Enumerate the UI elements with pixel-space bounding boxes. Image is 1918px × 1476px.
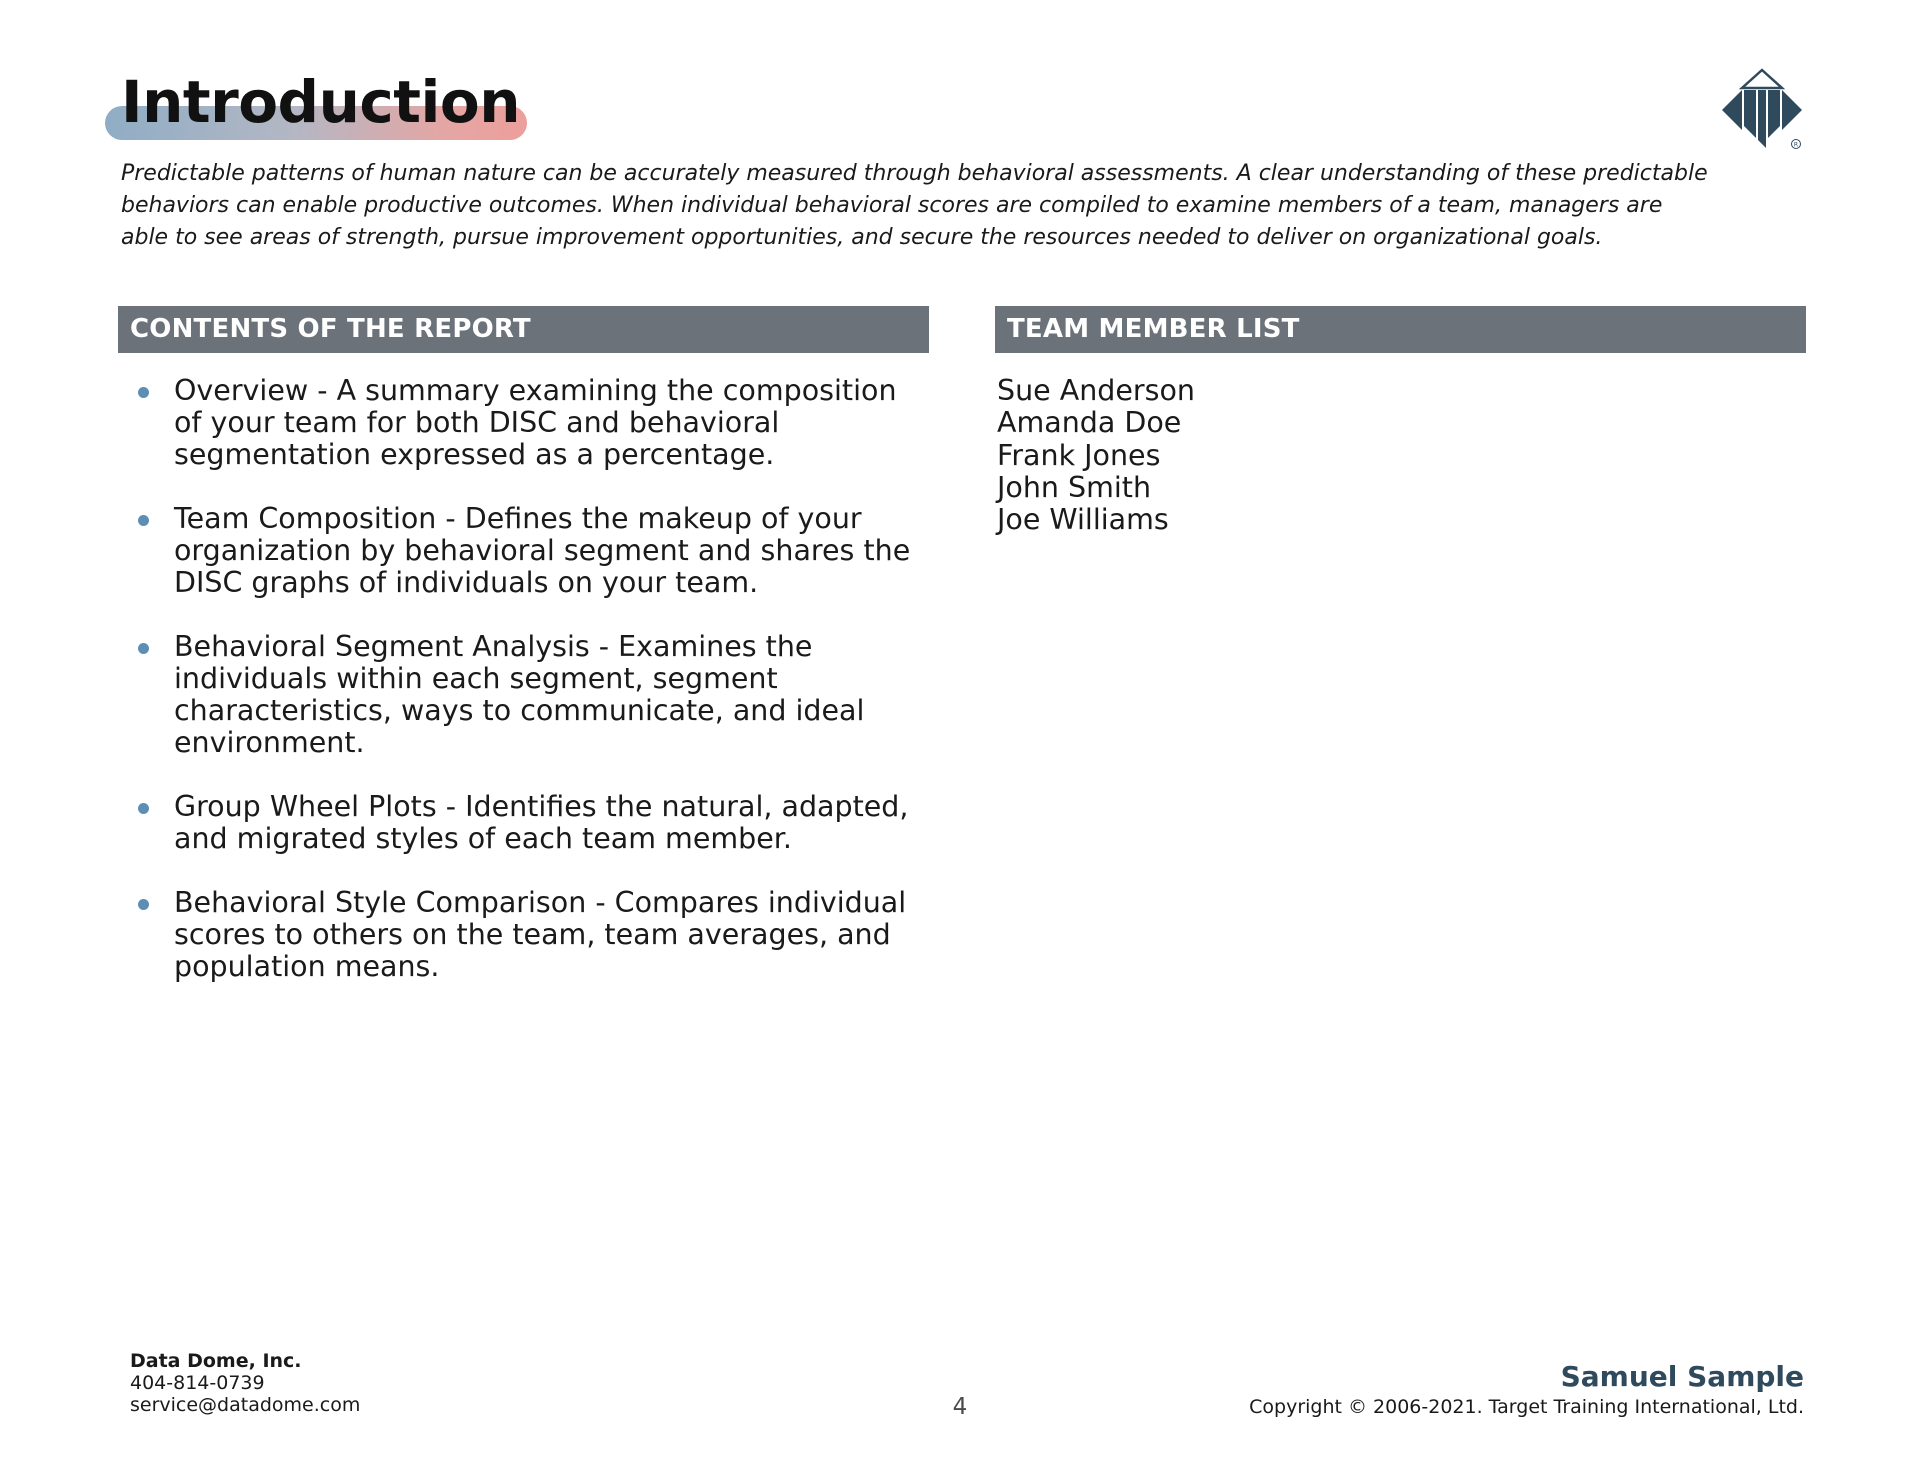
bullet-icon	[138, 899, 149, 910]
page-number: 4	[952, 1394, 968, 1420]
list-item	[138, 503, 918, 599]
page-title: Introduction	[121, 68, 520, 136]
list-item-text: Behavioral Style Comparison - Compares individual scores to others on the team, team averages, and population means.	[174, 886, 907, 983]
team-member-list	[997, 375, 1195, 536]
page-title-block	[105, 62, 520, 142]
footer-right	[1249, 1360, 1804, 1420]
list-item-text: Overview - A summary examining the composition of your team for both DISC and behavioral segmentation expressed as a percentage.	[174, 374, 897, 471]
bullet-icon	[138, 515, 149, 526]
footer-company: Data Dome, Inc.	[130, 1350, 302, 1372]
footer-contact	[130, 1350, 360, 1416]
report-person-name: Samuel Sample	[1560, 1360, 1804, 1393]
list-item	[138, 791, 918, 855]
footer-email: service@datadome.com	[130, 1394, 361, 1416]
team-member-name: John Smith	[997, 470, 1152, 504]
team-member-name: Amanda Doe	[997, 406, 1182, 440]
bullet-icon	[138, 387, 149, 398]
team-section-header: TEAM MEMBER LIST	[995, 306, 1806, 353]
list-item-text: Team Composition - Defines the makeup of your organization by behavioral segment and shares the DISC graphs of individuals on your team.	[174, 502, 911, 599]
bullet-icon	[138, 643, 149, 654]
footer-phone: 404-814-0739	[130, 1372, 265, 1394]
list-item	[138, 887, 918, 983]
team-member-name: Frank Jones	[997, 438, 1161, 472]
list-item	[138, 631, 918, 759]
team-member-name: Joe Williams	[997, 503, 1169, 537]
team-member-name: Sue Anderson	[997, 374, 1195, 407]
intro-paragraph: Predictable patterns of human nature can be accurately measured through behavioral assessments. A clear understanding of these predictable behaviors can enable productive outcomes. When individual behavioral scores are compiled to examine members of a team, managers are able to see areas of strength, pursue improvement opportunities, and secure the resources needed to deliver on organizational goals.	[121, 161, 1708, 250]
dome-logo-icon	[1720, 68, 1804, 150]
list-item-text: Behavioral Segment Analysis - Examines the individuals within each segment, segment characteristics, ways to communicate, and ideal environment.	[174, 630, 865, 759]
contents-list	[138, 375, 918, 1015]
list-item	[138, 375, 918, 471]
bullet-icon	[138, 803, 149, 814]
list-item-text: Group Wheel Plots - Identifies the natural, adapted, and migrated styles of each team member.	[174, 790, 909, 855]
copyright-notice: Copyright © 2006-2021. Target Training International, Ltd.	[1249, 1396, 1804, 1418]
svg-text:R: R	[1793, 141, 1799, 149]
contents-section-header: CONTENTS OF THE REPORT	[118, 306, 929, 353]
